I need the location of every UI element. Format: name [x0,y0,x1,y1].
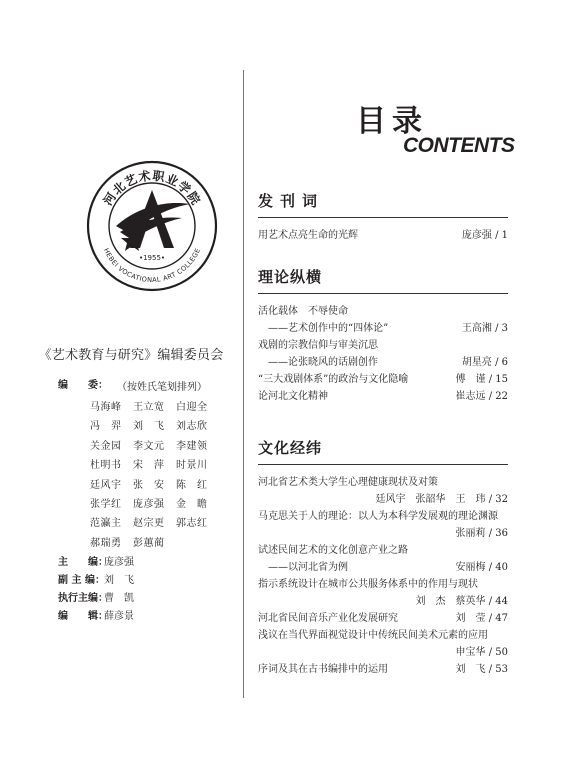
toc-entry[interactable] [258,525,508,542]
staff-row [58,553,134,571]
toc-entry[interactable] [258,508,508,525]
toc-entry[interactable] [258,227,508,244]
committee-title: 《艺术教育与研究》编辑委员会 [38,348,224,363]
editorial-staff [58,553,134,625]
toc-entry-title: 指示系统设计在城市公共服务体系中的作用与现状 [258,579,478,590]
staff-row [58,607,134,625]
member-row [90,437,230,456]
member-name: 张学红 [90,498,122,510]
toc-entry-title: 河北省民间音乐产业化发展研究 [258,613,398,624]
toc-entry[interactable] [258,644,508,661]
logo-year: •1955• [138,254,166,262]
toc-entry-title: 马克思关于人的理论：以人为本科学发展观的理论渊源 [258,511,498,522]
toc-entry-author-page: 刘 杰 蔡英华 / 44 [415,596,508,607]
toc-entry[interactable] [258,303,508,320]
toc-entry[interactable] [258,491,508,508]
member-row [90,534,230,553]
member-name: 陈 红 [176,479,208,491]
toc-entry-title: 戏剧的宗教信仰与审美沉思 [258,340,378,351]
toc-entry-title: 活化载体 不辱使命 [258,306,348,317]
member-row [90,398,230,417]
staff-row [58,589,134,607]
section-rule [258,293,508,294]
toc-entry-title: 序词及其在古书编排中的运用 [258,664,388,675]
toc-entry-title: 河北省艺术类大学生心理健康现状及对策 [258,477,438,488]
toc-entry-author-page: 王高湘 / 3 [461,323,508,334]
toc-entry-author-page: 张丽莉 / 36 [455,528,508,539]
staff-name: 庞彦强 [104,557,134,568]
contents-section [258,190,508,244]
toc-entry[interactable] [258,474,508,491]
logo-en-text: HEBEI VOCATIONAL ART COLLEGE [101,246,203,285]
toc-entry-author-page: 廷风宇 张韶华 王 玮 / 32 [375,494,508,505]
section-rule [258,464,508,465]
toc-entry[interactable] [258,542,508,559]
toc-entry[interactable] [258,610,508,627]
member-name: 赵宗更 [133,518,165,530]
staff-name: 薛彦景 [104,611,134,622]
toc-entry-title: ——以河北省为例 [268,562,348,573]
toc-entry[interactable] [258,337,508,354]
section-header: 文化经纬 [258,439,323,457]
member-name: 宋 萍 [133,460,165,472]
toc-entry[interactable] [258,354,508,371]
toc-entry-author-page: 申宝华 / 50 [455,647,508,658]
member-name: 杜明书 [90,460,122,472]
member-name: 刘志欣 [176,421,208,433]
contents-title-en: CONTENTS [403,134,515,157]
logo-script-text: 河北艺术职业学院 [100,168,204,208]
member-name: 范瀛主 [90,518,122,530]
members-note: （按姓氏笔划排列） [117,382,207,393]
toc-entry[interactable] [258,371,508,388]
toc-entry-title: ——艺术创作中的“四体论” [268,323,389,334]
member-row [90,476,230,495]
section-header: 发刊词 [258,192,325,210]
column-divider [243,70,244,698]
toc-entry-author-page: 刘 莹 / 47 [455,613,508,624]
staff-name: 曹 凯 [104,593,134,604]
member-name: 冯 羿 [90,421,122,433]
member-name: 时景川 [176,460,208,472]
toc-entry[interactable] [258,320,508,337]
member-row [90,514,230,533]
toc-entry-title: ——论张晓风的话剧创作 [268,357,378,368]
member-name: 王立宽 [133,402,165,413]
college-logo [86,160,218,292]
member-name: 廷风宇 [90,479,122,491]
toc-entry[interactable] [258,661,508,678]
staff-label: 执行主编： [58,593,108,604]
toc-entry-title: 浅议在当代界面视觉设计中传统民间美术元素的应用 [258,630,488,641]
toc-entry-title: “三大戏剧体系”的政治与文化隐喻 [258,374,409,385]
staff-name: 刘 飞 [104,575,134,586]
member-name: 马海峰 [90,402,122,413]
toc-entry-author-page: 刘 飞 / 53 [455,664,508,675]
toc-entry[interactable] [258,388,508,405]
college-seal-icon [86,160,218,292]
section-header: 理论纵横 [258,268,323,286]
toc-entry-title: 论河北文化精神 [258,391,328,402]
staff-row [58,571,134,589]
member-name: 刘 飞 [133,421,165,433]
member-row [90,456,230,475]
toc-entry-title: 用艺术点亮生命的光辉 [258,230,358,241]
member-name: 张 安 [133,479,165,491]
member-name: 彭蕙蔺 [133,537,165,549]
member-name: 郭志红 [176,518,208,530]
member-name: 关金园 [90,440,122,452]
toc-entry-title: 试述民间艺术的文化创意产业之路 [258,545,408,556]
member-name: 金 瞻 [176,498,208,510]
member-row [90,417,230,436]
toc-entry[interactable] [258,576,508,593]
toc-entry[interactable] [258,593,508,610]
member-name: 李文元 [133,440,165,452]
toc-entry-author-page: 崔志远 / 22 [455,391,508,402]
member-row [90,495,230,514]
member-name: 庞彦强 [133,498,165,510]
section-rule [258,217,508,218]
staff-label: 编 辑： [58,611,108,622]
toc-entry-author-page: 安丽梅 / 40 [455,562,508,573]
contents-title-cn: 目录 [356,104,428,139]
members-label: 编 委： [58,380,108,391]
member-name: 郝瑞勇 [90,537,122,549]
member-name: 李建领 [176,440,208,452]
staff-label: 主 编： [58,557,108,568]
toc-entry[interactable] [258,559,508,576]
toc-entry-author-page: 傅 谨 / 15 [455,374,508,385]
member-name: 白迎全 [176,402,208,413]
staff-label: 副 主 编： [58,575,105,586]
toc-entry-author-page: 胡星亮 / 6 [461,357,508,368]
toc-entry[interactable] [258,627,508,644]
toc-entry-author-page: 庞彦强 / 1 [461,230,508,241]
contents-section [258,437,508,678]
contents-section [258,266,508,405]
member-name-grid [90,398,230,553]
